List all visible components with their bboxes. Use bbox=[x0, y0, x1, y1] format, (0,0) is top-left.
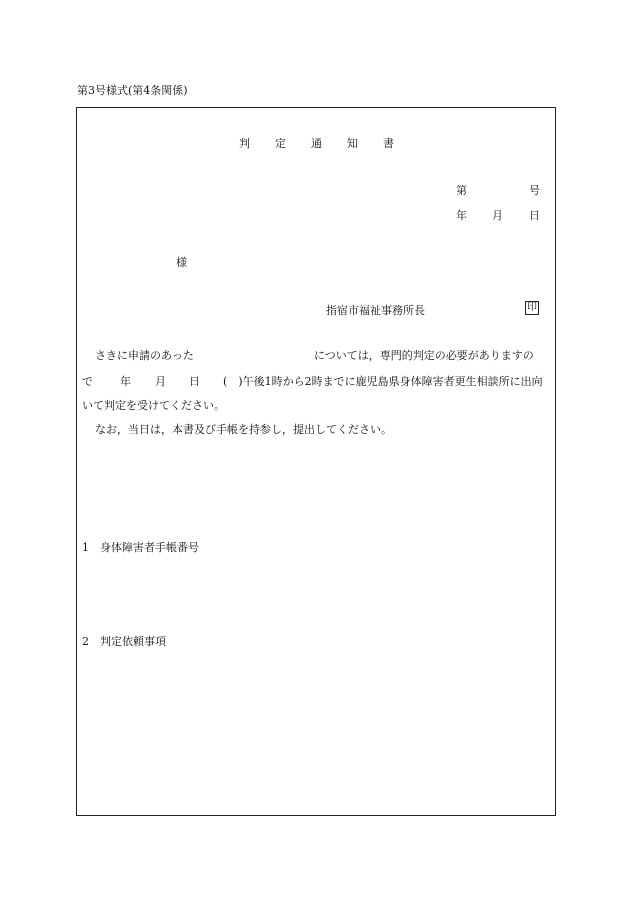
notice-frame bbox=[76, 107, 556, 816]
body-line-2-end: ( )午後1時から2時までに鹿児島県身体障害者更生相談所に出向 bbox=[223, 375, 543, 388]
body-line-1-end: については，専門的判定の必要がありますの bbox=[314, 349, 534, 362]
document-number-prefix: 第 bbox=[456, 184, 467, 197]
document-title-char: 通 bbox=[311, 137, 322, 150]
body-line-2-day: 日 bbox=[189, 375, 200, 388]
item-request-matters: 2 判定依頼事項 bbox=[82, 635, 166, 648]
body-line-1-start: さきに申請のあった bbox=[95, 349, 194, 362]
document-title-char: 書 bbox=[383, 137, 394, 150]
document-title-char: 定 bbox=[275, 137, 286, 150]
form-number-label: 第3号様式(第4条関係) bbox=[77, 84, 188, 97]
document-title-char: 判 bbox=[239, 137, 250, 150]
seal-stamp: 印 bbox=[527, 302, 537, 313]
document-title-char: 知 bbox=[347, 137, 358, 150]
date-month-label: 月 bbox=[492, 209, 503, 222]
body-line-2-month: 月 bbox=[155, 375, 166, 388]
body-line-2-year: 年 bbox=[120, 375, 131, 388]
body-line-3: いて判定を受けてください。 bbox=[82, 399, 225, 412]
body-line-2-start: で bbox=[82, 375, 93, 388]
date-year-label: 年 bbox=[456, 209, 467, 222]
issuer-name: 指宿市福祉事務所長 bbox=[326, 304, 425, 317]
body-line-4: なお，当日は，本書及び手帳を持参し，提出してください。 bbox=[95, 423, 392, 436]
addressee-honorific: 様 bbox=[176, 256, 187, 269]
date-day-label: 日 bbox=[529, 209, 540, 222]
item-handbook-number: 1 身体障害者手帳番号 bbox=[82, 541, 199, 554]
document-number-suffix: 号 bbox=[529, 184, 540, 197]
